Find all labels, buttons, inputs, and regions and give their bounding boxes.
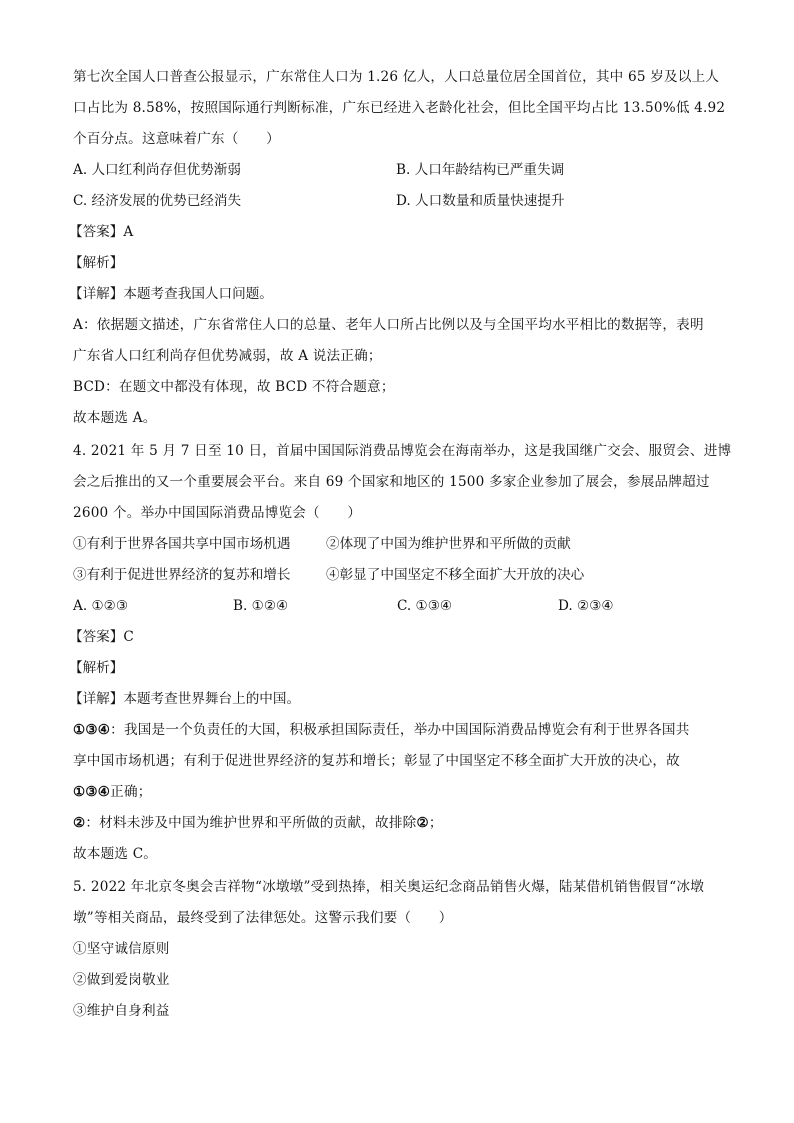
- q4-explain-line-1: [73, 720, 723, 740]
- q3-option-a: A. 人口红利尚存但优势渐弱: [73, 162, 241, 178]
- q4-stem-line-2: 会之后推出的又一个重要展会平台。来自 69 个国家和地区的 1500 多家企业参加了展会，参展品牌超过: [73, 474, 710, 490]
- q3-option-d: D. 人口数量和质量快速提升: [396, 193, 565, 209]
- q3-option-c: C. 经济发展的优势已经消失: [73, 193, 242, 209]
- q4-explain-line-3: [73, 782, 723, 802]
- q4-explain-text: ：我国是一个负责任的大国，积极承担国际责任，举办中国国际消费品博览会有利于世界各国共: [110, 722, 690, 738]
- q4-statement-2: ②体现了中国为维护世界和平所做的贡献: [326, 536, 571, 552]
- q3-stem-line-2: 口占比为 8.58%，按照国际通行判断标准，广东已经进入老龄化社会，但比全国平均占比 13.50%低 4.92: [73, 100, 726, 116]
- q4-stem-line-3: 2600 个。举办中国国际消费品博览会（ ）: [73, 505, 362, 521]
- q4-explain-marks: ①③④: [73, 784, 111, 800]
- q4-explain-marks: ①③④: [73, 722, 111, 738]
- q4-analysis-label: 【解析】: [69, 660, 124, 676]
- q3-explain-line-4: 故本题选 A。: [73, 410, 157, 426]
- q4-option-c: C. ①③④: [397, 598, 453, 614]
- q4-explain-text: 正确；: [110, 784, 152, 800]
- q4-explain-line-2: 享中国市场机遇；有利于促进世界经济的复苏和增长；彰显了中国坚定不移全面扩大开放的决心，故: [73, 753, 680, 769]
- q4-explain-marks: ②: [416, 815, 429, 831]
- q4-stem-line-1: 4. 2021 年 5 月 7 日至 10 日，首届中国国际消费品博览会在海南举办，这是我国继广交会、服贸会、进博: [73, 443, 732, 459]
- q5-stem-line-2: 墩”等相关商品，最终受到了法律惩处。这警示我们要（ ）: [73, 910, 453, 926]
- q3-analysis-label: 【解析】: [69, 255, 124, 271]
- q4-answer: 【答案】C: [69, 629, 134, 645]
- q4-option-b: B. ①②④: [233, 598, 289, 614]
- q3-stem-line-1: 第七次全国人口普查公报显示，广东常住人口为 1.26 亿人，人口总量位居全国首位，其中 65 岁及以上人: [73, 69, 720, 85]
- q3-stem-line-3: 个百分点。这意味着广东（ ）: [73, 131, 280, 147]
- q4-option-a: A. ①②③: [73, 598, 129, 614]
- q4-statement-4: ④彰显了中国坚定不移全面扩大开放的决心: [326, 567, 585, 583]
- q3-detail: 【详解】本题考查我国人口问题。: [69, 286, 273, 302]
- q5-stem-line-1: 5. 2022 年北京冬奥会吉祥物“冰墩墩”受到热捧，相关奥运纪念商品销售火爆，陆某借机销售假冒“冰墩: [73, 879, 705, 895]
- q3-explain-line-2: 广东省人口红利尚存但优势减弱，故 A 说法正确；: [73, 348, 382, 364]
- q4-explain-marks: ②: [73, 815, 86, 831]
- q4-explain-text: ：材料未涉及中国为维护世界和平所做的贡献，故排除: [85, 815, 417, 831]
- q3-answer: 【答案】A: [69, 224, 134, 240]
- q4-statement-3: ③有利于促进世界经济的复苏和增长: [73, 567, 291, 583]
- q4-detail: 【详解】本题考查世界舞台上的中国。: [69, 691, 301, 707]
- q3-explain-line-3: BCD：在题文中都没有体现，故 BCD 不符合题意；: [73, 379, 395, 395]
- q4-explain-line-5: 故本题选 C。: [73, 846, 158, 862]
- q4-option-d: D. ②③④: [558, 598, 614, 614]
- q5-statement-1: ①坚守诚信原则: [73, 941, 170, 957]
- q5-statement-3: ③维护自身利益: [73, 1003, 170, 1019]
- q3-option-b: B. 人口年龄结构已严重失调: [396, 162, 565, 178]
- q4-explain-line-4: [73, 813, 723, 833]
- q5-statement-2: ②做到爱岗敬业: [73, 972, 170, 988]
- q4-explain-text: ；: [428, 815, 443, 831]
- q3-explain-line-1: A：依据题文描述，广东省常住人口的总量、老年人口所占比例以及与全国平均水平相比的数据等，表明: [73, 317, 704, 333]
- q4-statement-1: ①有利于世界各国共享中国市场机遇: [73, 536, 291, 552]
